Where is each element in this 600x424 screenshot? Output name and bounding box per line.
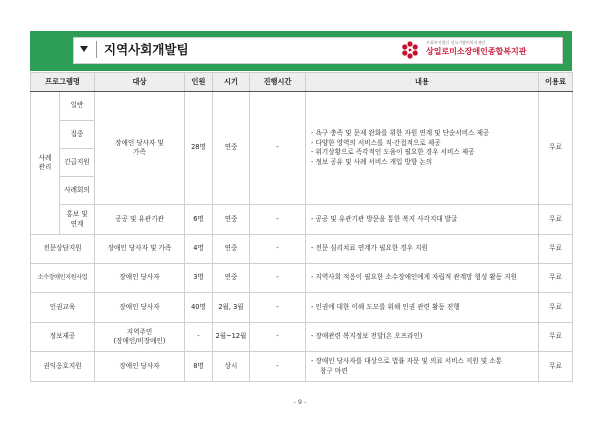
row-time: - bbox=[250, 235, 306, 264]
table-row bbox=[31, 293, 573, 323]
row-content: - 지역사회 적응이 필요한 소수장애인에게 자립적 관계망 형성 활동 지원 bbox=[306, 264, 539, 293]
case-fee: 무료 bbox=[539, 92, 573, 205]
row-target: 장애인 당사자 bbox=[95, 264, 185, 293]
table-row bbox=[31, 235, 573, 264]
program-name: 정보제공 bbox=[31, 323, 95, 352]
list-item: - 정보 공유 및 사례 서비스 개입 방향 논의 bbox=[311, 157, 433, 166]
table-row bbox=[31, 92, 573, 121]
row-period: 연중 bbox=[213, 264, 250, 293]
row-fee: 무료 bbox=[539, 293, 573, 323]
row-time: - bbox=[250, 323, 306, 352]
promo-time: - bbox=[250, 205, 306, 235]
triangle-down-icon bbox=[80, 46, 88, 52]
row-time: - bbox=[250, 264, 306, 293]
header-target: 대상 bbox=[95, 73, 185, 92]
program-name: 전문상담지원 bbox=[31, 235, 95, 264]
table-row bbox=[31, 205, 573, 235]
table-row bbox=[31, 264, 573, 293]
promo-target: 공공 및 유관기관 bbox=[95, 205, 185, 235]
row-count: - bbox=[185, 323, 213, 352]
row-target: 장애인 당사자 bbox=[95, 293, 185, 323]
list-item: - 욕구 충족 및 문제 완화를 위한 자원 연계 및 단순서비스 제공 bbox=[311, 129, 490, 137]
row-target: 지역주민 (장애인/비장애인) bbox=[95, 323, 185, 352]
header-period: 시기 bbox=[213, 73, 250, 92]
header-count: 인원 bbox=[185, 73, 213, 92]
row-fee: 무료 bbox=[539, 323, 573, 352]
table-row bbox=[31, 323, 573, 352]
case-period: 연중 bbox=[213, 92, 250, 205]
row-count: 8명 bbox=[185, 352, 213, 382]
program-table bbox=[30, 72, 573, 382]
case-sub-meeting: 사례회의 bbox=[60, 177, 95, 205]
case-sub-intensive: 집중 bbox=[60, 121, 95, 149]
header-program: 프로그램명 bbox=[31, 73, 95, 92]
program-name: 인권교육 bbox=[31, 293, 95, 323]
promo-period: 연중 bbox=[213, 205, 250, 235]
promo-content: - 공공 및 유관기관 방문을 통한 복지 사각지대 발굴 bbox=[306, 205, 539, 235]
row-count: 3명 bbox=[185, 264, 213, 293]
program-name: 소수장애인지원사업 bbox=[31, 264, 95, 293]
list-item: - 위기상황으로 즉각적인 도움이 필요한 경우 서비스 제공 bbox=[311, 148, 475, 156]
header-time: 진행시간 bbox=[250, 73, 306, 92]
case-sub-emergency: 긴급지원 bbox=[60, 149, 95, 177]
list-item: - 다양한 영역의 서비스를 직·간접적으로 제공 bbox=[311, 138, 441, 147]
row-content bbox=[306, 352, 539, 382]
case-group-label: 사례 관리 bbox=[31, 92, 60, 235]
promo-count: 6명 bbox=[185, 205, 213, 235]
content-line: 창구 마련 bbox=[320, 366, 348, 375]
row-target: 장애인 당사자 및 가족 bbox=[95, 235, 185, 264]
table-header-row bbox=[31, 73, 573, 92]
case-sub-general: 일반 bbox=[60, 92, 95, 121]
row-content: - 인권에 대한 이해 도모를 위해 인권 관련 활동 진행 bbox=[306, 293, 539, 323]
row-period: 상시 bbox=[213, 352, 250, 382]
program-name: 권익옹호지원 bbox=[31, 352, 95, 382]
row-target: 장애인 당사자 bbox=[95, 352, 185, 382]
row-fee: 무료 bbox=[539, 235, 573, 264]
case-target: 장애인 당사자 및 가족 bbox=[95, 92, 185, 205]
row-content: - 장애관련 복지정보 전달(온 오프라인) bbox=[306, 323, 539, 352]
row-period: 2월, 3월 bbox=[213, 293, 250, 323]
case-time: - bbox=[250, 92, 306, 205]
promo-sub: 홍보 및 연계 bbox=[60, 205, 95, 235]
logo-name: 상일로미소장애인종합복지관 bbox=[426, 47, 527, 56]
promo-fee: 무료 bbox=[539, 205, 573, 235]
row-count: 4명 bbox=[185, 235, 213, 264]
case-count: 28명 bbox=[185, 92, 213, 205]
row-fee: 무료 bbox=[539, 264, 573, 293]
header-content: 내용 bbox=[306, 73, 539, 92]
row-count: 40명 bbox=[185, 293, 213, 323]
row-fee: 무료 bbox=[539, 352, 573, 382]
row-time: - bbox=[250, 352, 306, 382]
case-content bbox=[306, 92, 539, 205]
logo-flower-icon bbox=[400, 40, 420, 60]
page-number: - 9 - bbox=[293, 398, 307, 406]
row-time: - bbox=[250, 293, 306, 323]
logo-subtitle: 사회복지법인 성모기쁨의복지재단 bbox=[426, 40, 486, 45]
table-row bbox=[31, 352, 573, 382]
page-title: 지역사회개발팀 bbox=[104, 42, 189, 57]
row-content: - 전문 심리치료 연계가 필요한 경우 지원 bbox=[306, 235, 539, 264]
row-period: 연중 bbox=[213, 235, 250, 264]
content-line: - 장애인 당사자를 대상으로 법률 자문 및 의료 서비스 지원 및 소통 bbox=[311, 357, 503, 365]
header-fee: 이용료 bbox=[539, 73, 573, 92]
title-divider bbox=[96, 41, 97, 58]
row-period: 2월~12월 bbox=[213, 323, 250, 352]
